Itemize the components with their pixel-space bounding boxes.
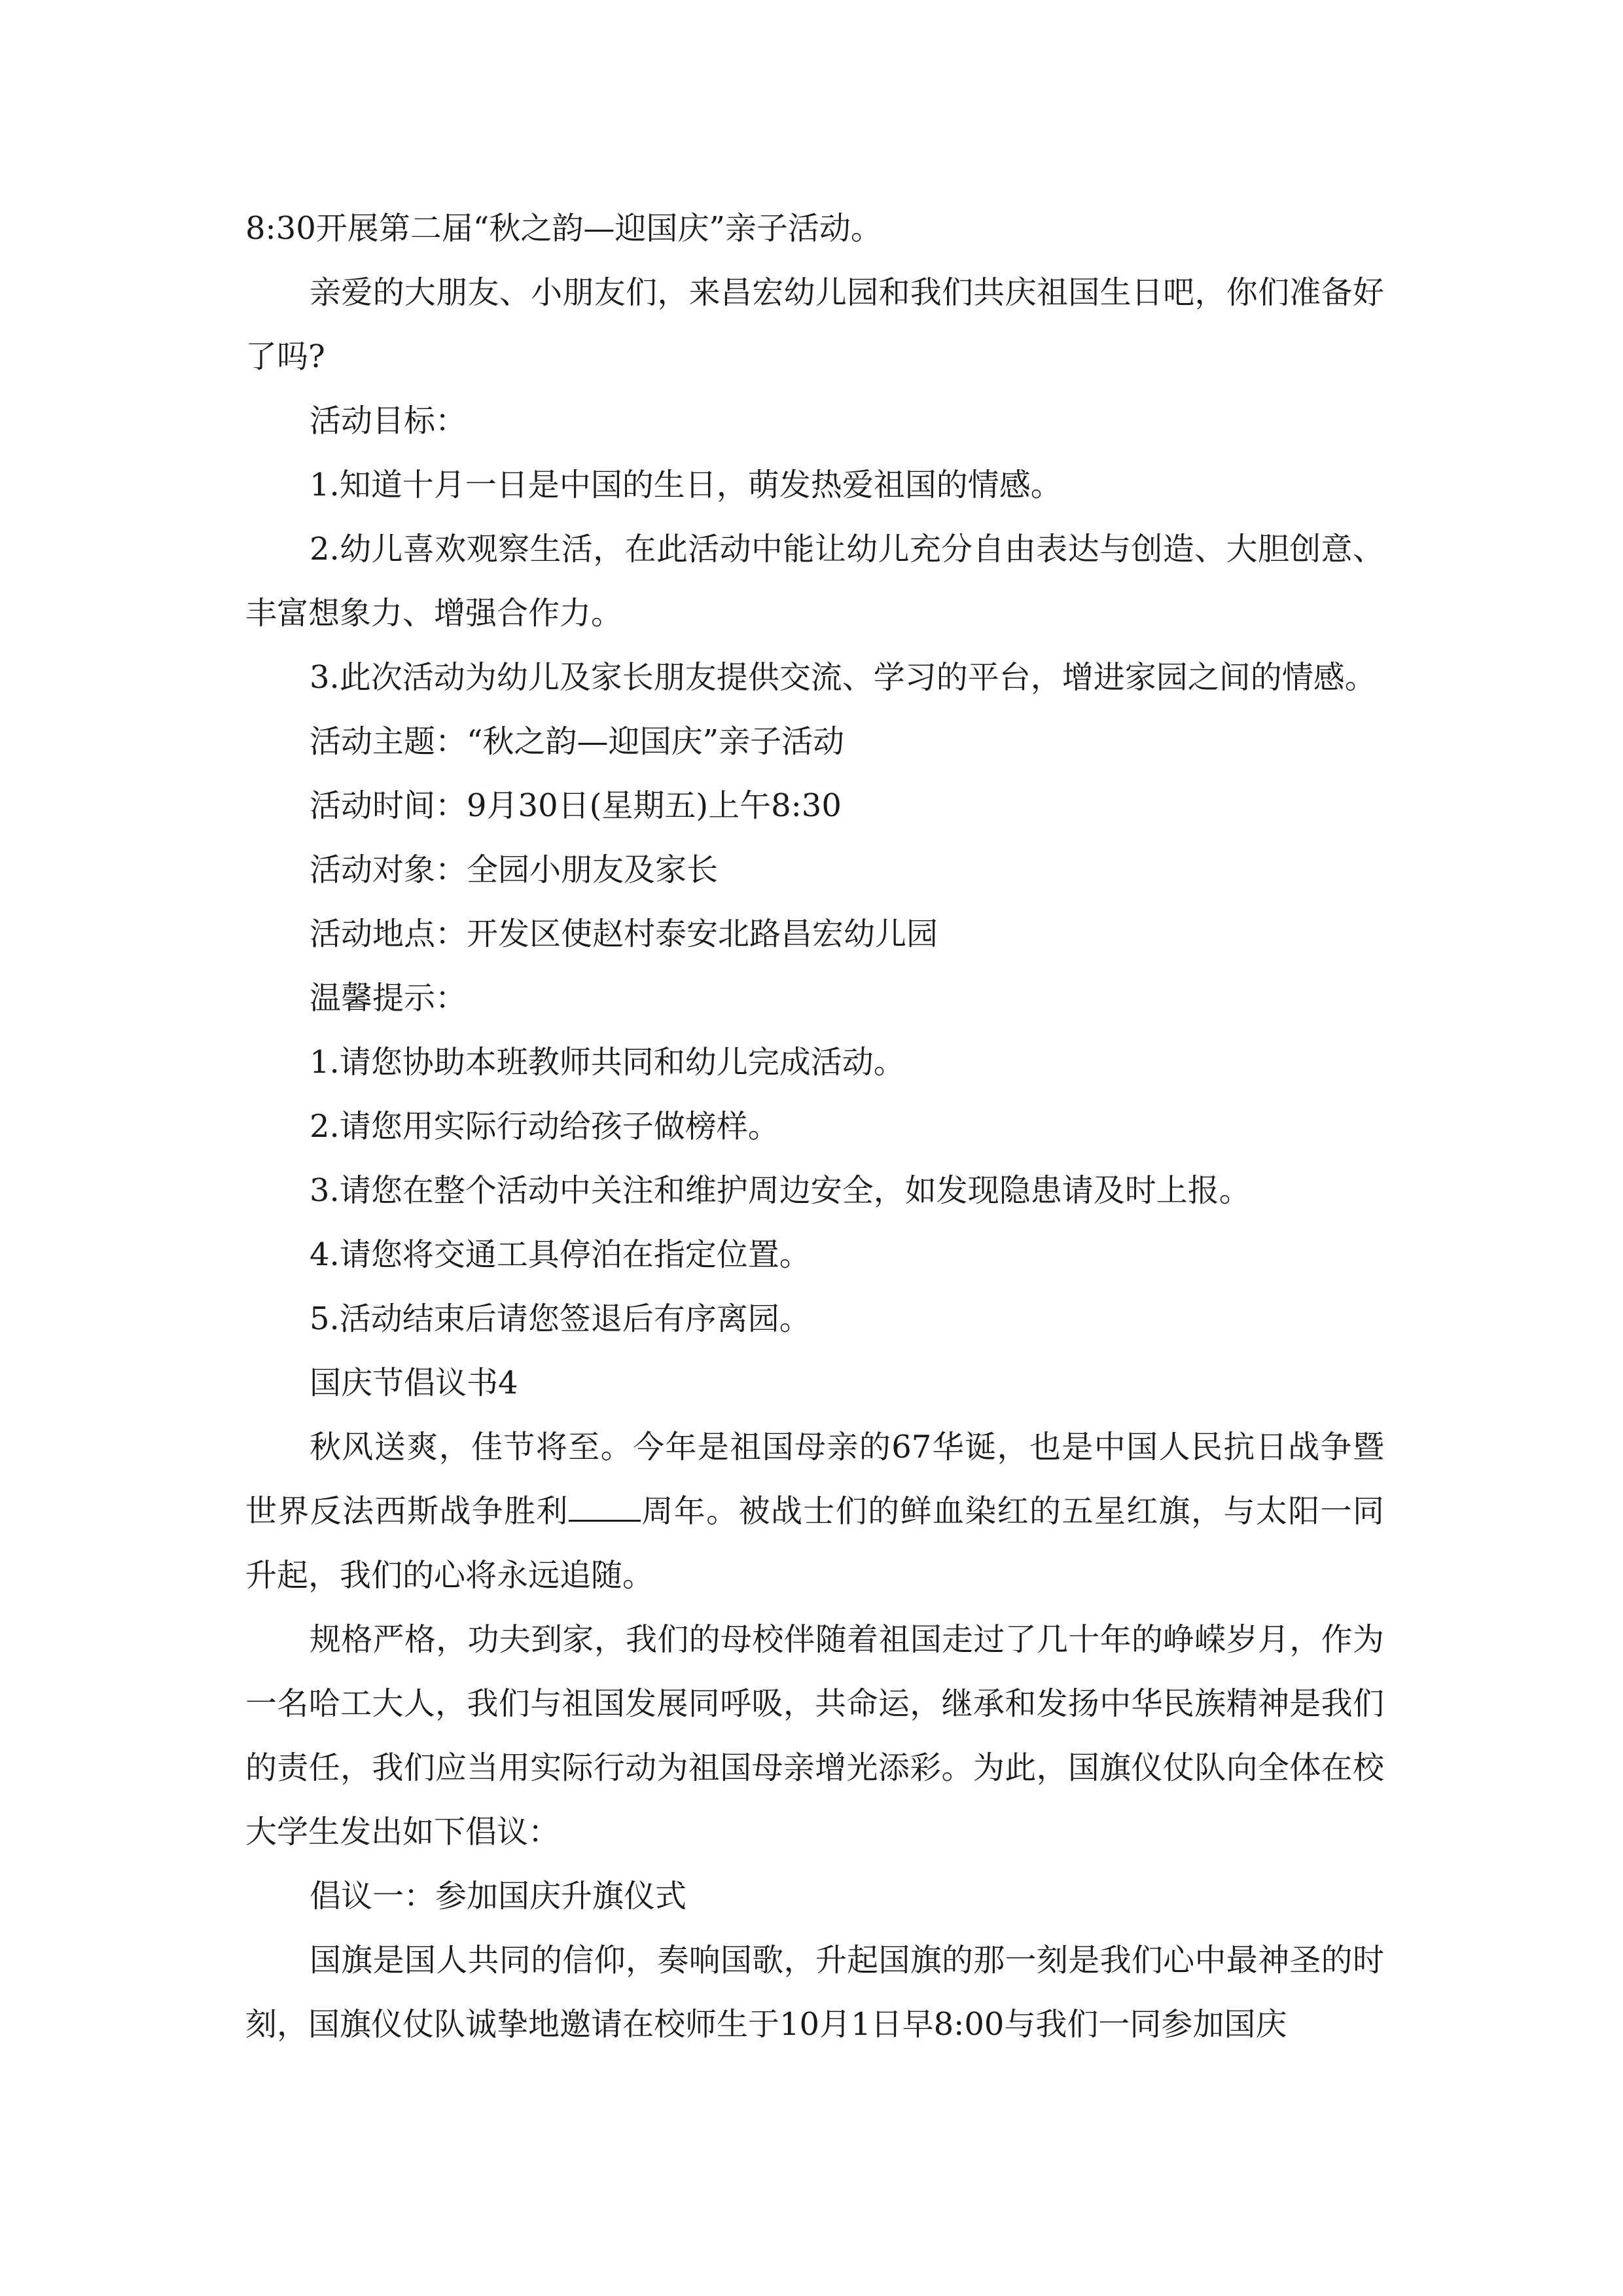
tip-item-3: 3.请您在整个活动中关注和维护周边安全，如发现隐患请及时上报。 [310,1172,1251,1209]
document-body [245,196,1384,2056]
goal-item-3: 3.此次活动为幼儿及家长朋友提供交流、学习的平台，增进家园之间的情感。 [310,659,1376,696]
paragraph-activity-start: 8:30开展第二届“秋之韵—迎国庆”亲子活动。 [245,210,882,247]
heading-tips: 温馨提示： [310,980,467,1016]
paragraph-national-flag: 国旗是国人共同的信仰，奏响国歌，升起国旗的那一刻是我们心中最神圣的时刻，国旗仪仗队诚挚地邀请在校师生于10月1日早8:00与我们一同参加国庆 [245,1942,1384,2043]
paragraph-invitation: 亲爱的大朋友、小朋友们，来昌宏幼儿园和我们共庆祖国生日吧，你们准备好了吗? [245,274,1384,375]
heading-activity-goals: 活动目标： [310,403,467,439]
tip-item-4: 4.请您将交通工具停泊在指定位置。 [310,1236,811,1273]
goal-item-1: 1.知道十月一日是中国的生日，萌发热爱祖国的情感。 [310,467,1062,503]
goal-item-2: 2.幼儿喜欢观察生活，在此活动中能让幼儿充分自由表达与创造、大胆创意、丰富想象力、增强合作力。 [245,531,1384,632]
tip-item-1: 1.请您协助本班教师共同和幼儿完成活动。 [310,1044,905,1081]
blank-underline [569,1494,641,1522]
paragraph-autumn-part-2: 周年。被战士们的鲜血染红的五星红旗，与太阳一同升起，我们的心将永远追随。 [245,1493,1384,1594]
paragraph-autumn [245,1415,1384,1607]
proposal-one-title: 倡议一：参加国庆升旗仪式 [310,1878,687,1914]
paragraph-autumn-part-1: 秋风送爽，佳节将至。今年是祖国母亲的67华诞，也是中国人民抗日战争暨世界反法西斯战争胜利 [245,1429,1384,1530]
tip-item-2: 2.请您用实际行动给孩子做榜样。 [310,1108,779,1145]
activity-audience: 活动对象：全园小朋友及家长 [310,852,719,888]
activity-time: 活动时间：9月30日(星期五)上午8:30 [310,787,842,824]
activity-theme: 活动主题：“秋之韵—迎国庆”亲子活动 [310,723,845,760]
section-title-proposal-4: 国庆节倡议书4 [310,1365,518,1401]
activity-location: 活动地点：开发区使赵村泰安北路昌宏幼儿园 [310,916,938,952]
tip-item-5: 5.活动结束后请您签退后有序离园。 [310,1300,811,1337]
paragraph-school: 规格严格，功夫到家，我们的母校伴随着祖国走过了几十年的峥嵘岁月，作为一名哈工大人，我们与祖国发展同呼吸，共命运，继承和发扬中华民族精神是我们的责任，我们应当用实际行动为祖国母亲增光添彩。为此，国旗仪仗队向全体在校大学生发出如下倡议： [245,1621,1384,1850]
